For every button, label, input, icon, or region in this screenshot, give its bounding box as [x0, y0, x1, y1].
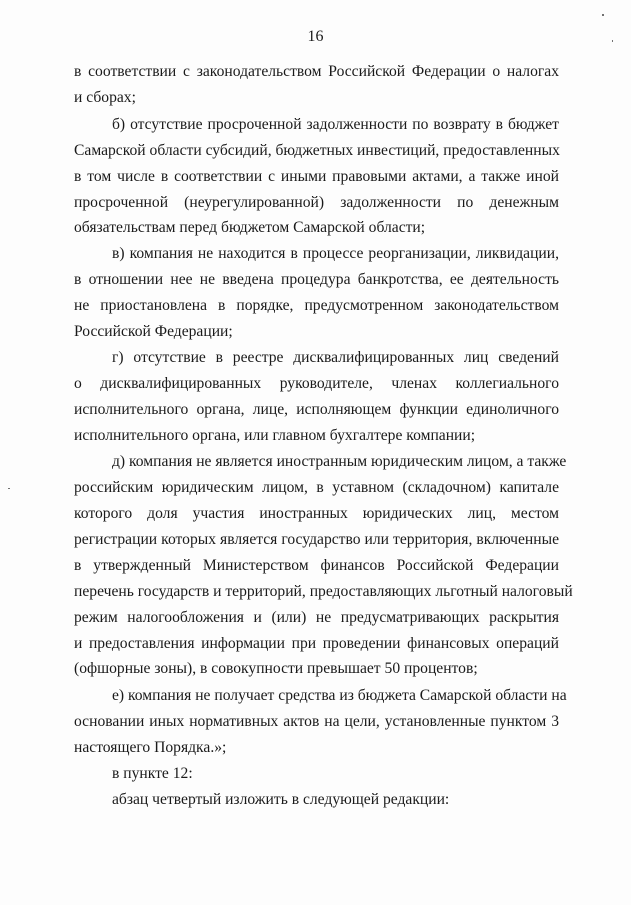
- text-line: б) отсутствие просроченной задолженности по возврату в бюджет: [112, 116, 559, 133]
- text-line: в отношении нее не введена процедура банкротства, ее деятельность: [74, 271, 559, 288]
- page-number: 16: [307, 28, 324, 45]
- scan-speck: [602, 14, 604, 16]
- text-line: в соответствии с законодательством Российской Федерации о налогах: [74, 63, 559, 80]
- text-line: просроченной (неурегулированной) задолженности по денежным: [74, 194, 559, 211]
- text-line: регистрации которых является государство или территория, включенные: [74, 531, 559, 548]
- text-line: обязательствам перед бюджетом Самарской области;: [74, 219, 426, 236]
- text-line: (офшорные зоны), в совокупности превышает 50 процентов;: [74, 660, 478, 677]
- text-line: режим налогообложения и (или) не предусматривающих раскрытия: [74, 609, 559, 626]
- text-line: настоящего Порядка.»;: [74, 739, 227, 756]
- text-line: не приостановлена в порядке, предусмотренном законодательством: [74, 297, 559, 314]
- text-line: в) компания не находится в процессе реорганизации, ликвидации,: [112, 245, 559, 262]
- text-line: в том числе в соответствии с иными правовыми актами, а также иной: [74, 168, 559, 185]
- text-line: в утвержденный Министерством финансов Российской Федерации: [74, 557, 559, 574]
- text-line: исполнительного органа, лице, исполняющем функции единоличного: [74, 401, 559, 418]
- text-line: перечень государств и территорий, предоставляющих льготный налоговый: [74, 583, 573, 600]
- text-line: о дисквалифицированных руководителе, членах коллегиального: [74, 375, 559, 392]
- text-line: российским юридическим лицом, в уставном (складочном) капитале: [74, 479, 559, 496]
- text-line: абзац четвертый изложить в следующей редакции:: [112, 791, 450, 808]
- text-line: в пункте 12:: [112, 765, 193, 782]
- text-line: г) отсутствие в реестре дисквалифицированных лиц сведений: [112, 349, 559, 366]
- text-line: и предоставления информации при проведении финансовых операций: [74, 635, 559, 652]
- text-line: и сборах;: [74, 89, 136, 106]
- text-line: д) компания не является иностранным юридическим лицом, а также: [112, 453, 567, 470]
- scan-speck: [8, 488, 10, 489]
- text-line: Самарской области субсидий, бюджетных инвестиций, предоставленных: [74, 142, 560, 159]
- text-line: исполнительного органа, или главном бухгалтере компании;: [74, 427, 476, 444]
- text-line: которого доля участия иностранных юридических лиц, местом: [74, 505, 559, 522]
- text-line: Российской Федерации;: [74, 323, 233, 340]
- text-line: е) компания не получает средства из бюджета Самарской области на: [112, 687, 567, 704]
- scan-speck: [612, 40, 613, 42]
- text-line: основании иных нормативных актов на цели, установленные пунктом 3: [74, 713, 559, 730]
